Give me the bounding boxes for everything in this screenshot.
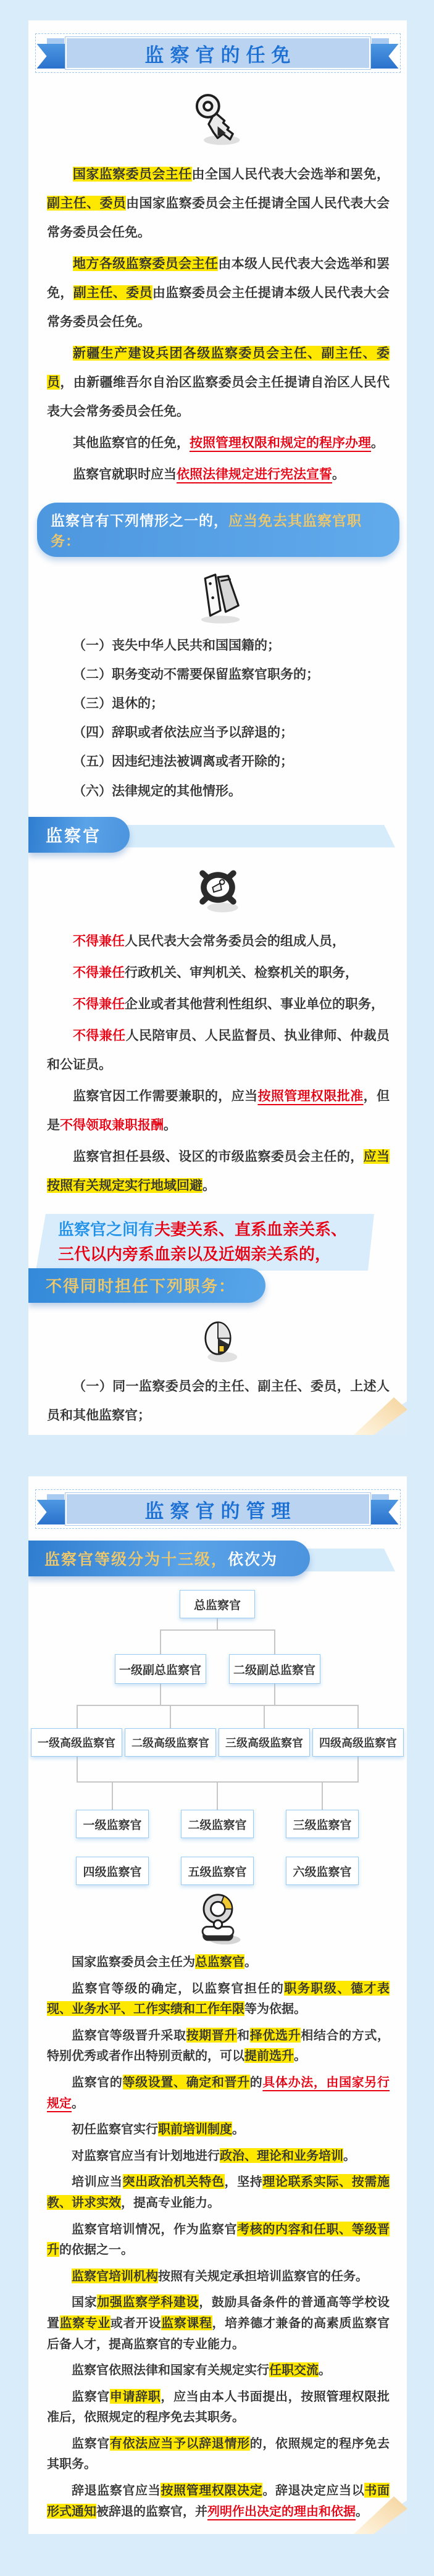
text-run: 监察官就职时应当	[73, 467, 177, 482]
text-run: 的	[249, 2074, 263, 2089]
connector-line	[217, 1783, 218, 1810]
tag-text: 监察官	[46, 827, 101, 847]
list-item: （一）丧失中华人民共和国国籍的；	[73, 638, 280, 653]
ribbon-tail-left	[37, 1500, 75, 1524]
card-appointment-removal	[28, 20, 407, 1435]
text-run: 监察官等级晋升采取	[72, 2027, 186, 2043]
text-run: 。辞退决定应当以	[262, 2483, 365, 2498]
text-run: 初任监察官实行	[72, 2122, 158, 2137]
paragraph	[47, 990, 390, 1019]
key-icon	[28, 83, 407, 153]
paragraph	[47, 1021, 390, 1079]
text-run: ，但是	[47, 1088, 390, 1132]
grade-box: 二级监察官	[181, 1810, 254, 1838]
text-run: 监察官等级分为十三级，	[44, 1550, 228, 1568]
text-run: 监察官培训情况，作为监察官	[72, 2221, 238, 2236]
text-run: 相结合的方式，特别优秀或者作出特别贡献的，可以	[47, 2027, 390, 2064]
paragraph	[47, 927, 390, 956]
text-run: 考核的内容和任职、等级晋升	[47, 2221, 390, 2257]
paragraph	[47, 958, 390, 987]
text-run: 。	[294, 2048, 306, 2064]
tag-label	[28, 817, 130, 853]
chart-row-3	[28, 1728, 406, 1757]
page-curl-corner	[348, 2495, 407, 2534]
section-header-ribbon	[37, 35, 399, 71]
text-run: 监察官担任县级、设区的市级监察委员会主任的，	[73, 1148, 364, 1164]
grade-box: 一级高级监察官	[31, 1728, 122, 1757]
text-run: 具体办法，由国家另行规定	[47, 2074, 390, 2110]
grade-box: 五级监察官	[181, 1857, 254, 1885]
text-run: 监察官有下列情形之一的，	[51, 513, 228, 530]
connector-line	[170, 1706, 171, 1728]
text-run: 不得兼任	[73, 964, 125, 980]
chart-row-5	[28, 1857, 406, 1885]
text-run: 对监察官应当有计划地进行	[72, 2147, 220, 2163]
relation-text	[58, 1218, 347, 1268]
grade-box: 四级监察官	[76, 1857, 149, 1885]
connector-line	[357, 1706, 359, 1728]
paragraph	[47, 429, 390, 458]
grade-hierarchy-chart	[28, 1590, 406, 1885]
chart-row-4	[28, 1810, 406, 1838]
relation-line-1	[58, 1218, 347, 1242]
list-item: （五）因违纪违法被调离或者开除的；	[73, 754, 293, 769]
connector-line	[77, 1757, 78, 1781]
text-run: 其他监察官的任免，	[73, 435, 190, 451]
text-run: 监察官因工作需要兼职的，应当	[73, 1088, 258, 1103]
text-run: 总监察官	[195, 1954, 244, 1969]
connector-line	[274, 1629, 275, 1654]
text-run: 监察官	[72, 2388, 110, 2404]
text-run: 行政机关、审判机关、检察机关的职务，	[125, 964, 358, 980]
text-run: 理论联系实际、按需施教、讲求实效	[47, 2174, 390, 2210]
text-run: 监察专业	[59, 2315, 111, 2330]
connector-line	[217, 1618, 218, 1629]
grade-box: 一级监察官	[76, 1810, 149, 1838]
ribbon-tail-right	[361, 1500, 399, 1524]
text-run: 监察官的	[72, 2074, 123, 2089]
text-run: 不得兼任	[73, 933, 125, 948]
text-run: 申请辞职	[109, 2388, 161, 2404]
text-run: 。	[343, 2147, 356, 2163]
connector-line	[160, 1629, 161, 1654]
paragraph	[47, 2266, 390, 2287]
text-run: 由本级人民代表大会选举和罢免，	[47, 256, 390, 301]
text-run: 国家监察委员会主任为	[72, 1954, 195, 1969]
ribbon-tail-left	[37, 44, 75, 69]
text-run: 由国家监察委员会主任提请全国人民代表大会常务委员会任免。	[47, 196, 390, 240]
text-run: 按期晋升	[186, 2027, 238, 2043]
text-run: ，由新疆维吾尔自治区监察委员会主任提请自治区人民代表大会常务委员会任免。	[47, 375, 390, 419]
text-run: 不得兼任	[73, 1027, 126, 1043]
text-run: 应当免去其监察官职务：	[51, 513, 362, 550]
text-run: 。	[244, 1954, 257, 1969]
text-run: 监察官等级的确定，以监察官担任的	[72, 1980, 285, 1996]
ring-pin-icon	[28, 1890, 407, 1947]
books-binders-icon	[28, 564, 407, 629]
connector-line	[77, 1705, 359, 1706]
ribbon-square-left	[47, 1494, 64, 1512]
section-header-ribbon	[37, 1491, 399, 1527]
text-run: ，鼓励具备条件的普通高等学校设置	[47, 2294, 390, 2330]
grade-box: 三级高级监察官	[219, 1728, 310, 1757]
connector-line	[322, 1783, 323, 1810]
text-run: 副主任、委员	[47, 196, 127, 211]
ribbon-square-right	[372, 38, 389, 56]
relation-line-2	[58, 1242, 347, 1267]
ship-wheel-icon	[28, 860, 407, 919]
text-run: 被辞退的监察官，并	[96, 2503, 207, 2519]
grade-box: 一级副总监察官	[115, 1654, 206, 1684]
duty-paragraphs	[28, 927, 407, 1200]
tag-banner-grades	[28, 1541, 407, 1578]
text-run: 。	[164, 1117, 177, 1132]
tag-banner-supervisor	[28, 817, 407, 854]
text-run: 加强监察学科建设	[97, 2294, 199, 2310]
text-run: 培训应当	[72, 2174, 123, 2189]
text-run: 有依法应当予以辞退情形	[109, 2435, 250, 2451]
text-run: 不得领取兼职报酬	[60, 1117, 164, 1132]
section-title: 监察官的任免	[65, 37, 370, 69]
paragraph	[47, 160, 390, 247]
text-run: 和	[237, 2027, 250, 2043]
text-run: ，坚持	[224, 2174, 263, 2189]
text-run: ，培养德才兼备的高素质监察官后备人才，提高监察官的专业能力。	[47, 2315, 390, 2351]
connector-line	[274, 1684, 275, 1705]
text-run: 的依据之一。	[59, 2242, 133, 2257]
ribbon-tail-right	[361, 44, 399, 69]
text-run: 监察官依照法律和国家有关规定实行	[72, 2362, 269, 2378]
text-run: 国家监察委员会主任	[73, 167, 192, 182]
text-run: 不得同时担任下列职务：	[46, 1278, 236, 1297]
text-run: 人民代表大会常务委员会的组成人员，	[125, 933, 345, 948]
text-run: 列明作出决定的理由和依据	[207, 2503, 356, 2519]
text-run: 新疆生产建设兵团各级监察委员会主任、副主任、委员	[47, 346, 390, 390]
grade-box: 三级监察官	[286, 1810, 359, 1838]
text-run: 按照有关规定承担培训监察官的任务。	[158, 2268, 368, 2283]
connector-line	[77, 1706, 78, 1728]
appointment-paragraphs	[28, 160, 407, 489]
text-run: 不得兼任	[73, 996, 125, 1011]
text-run: 书面形式通知	[47, 2483, 390, 2519]
paragraph	[47, 2072, 390, 2114]
text-run: 择优选升	[249, 2027, 301, 2043]
chart-row-2	[28, 1654, 406, 1684]
text-run: 。	[319, 2362, 331, 2378]
text-run: 依照法律规定进行宪法宣誓	[177, 467, 332, 482]
text-run: 按照管理权限批准	[257, 1088, 364, 1103]
ribbon-square-right	[372, 1494, 389, 1512]
paragraph	[47, 2360, 390, 2381]
paragraph	[47, 2386, 390, 2428]
paragraph	[47, 2219, 390, 2260]
text-run: 。	[332, 467, 345, 482]
grade-box: 六级监察官	[286, 1857, 359, 1885]
card-management	[28, 1476, 407, 2534]
connector-line	[357, 1757, 359, 1781]
connector-line	[264, 1706, 265, 1728]
text-run: 的，依照规定的程序免去其职务。	[47, 2435, 390, 2472]
text-run: 监察官培训机构	[72, 2268, 158, 2283]
page-curl-corner	[348, 1396, 407, 1435]
chart-row-1	[28, 1590, 406, 1618]
paragraph	[47, 2025, 390, 2067]
paragraph	[47, 339, 390, 426]
paragraph	[47, 1142, 390, 1200]
text-run: 职前培训制度	[158, 2122, 232, 2137]
text-run: 提前选升	[244, 2048, 294, 2064]
text-run: 职务职级、德才表现、业务水平、工作实绩和工作年限	[47, 1980, 390, 2017]
text-run: 。	[72, 2095, 84, 2110]
text-run: ，提高专业能力。	[121, 2194, 220, 2210]
text-run: 突出政治机关特色	[122, 2174, 225, 2189]
text-run: 副主任、委员	[73, 285, 152, 301]
removal-conditions-list	[28, 631, 407, 805]
text-run: 地方各级监察委员会主任	[73, 256, 219, 272]
paragraph	[47, 1978, 390, 2020]
text-run: ，应当由本人书面提出，按照管理权限批准后，依照规定的程序免去其职务。	[47, 2388, 390, 2425]
connector-line	[160, 1684, 161, 1705]
paragraph	[47, 1952, 390, 1973]
list-item: （四）辞职或者依法应当予以辞退的；	[73, 725, 293, 740]
list-item: （一）同一监察委员会的主任、副主任、委员，上述人员和其他监察官；	[47, 1378, 390, 1423]
grade-box: 二级高级监察官	[125, 1728, 216, 1757]
paragraph	[47, 2480, 390, 2522]
text-run: 监察课程	[161, 2315, 212, 2330]
text-run: 按照管理权限决定	[161, 2483, 263, 2498]
grade-box: 四级高级监察官	[312, 1728, 404, 1757]
text-run: 。	[232, 2122, 244, 2137]
connector-line	[112, 1783, 113, 1810]
text-run: 夫妻关系、直系血亲关系、	[154, 1220, 348, 1239]
text-run: 监察官	[72, 2435, 110, 2451]
text-run: 政治、理论和业务培训	[220, 2147, 343, 2163]
text-run: 。	[356, 2503, 368, 2519]
text-run: 企业或者其他营利性组织、事业单位的职务，	[125, 996, 384, 1011]
text-run: 等级设置、确定和晋升	[122, 2074, 250, 2089]
text-run: 由全国人民代表大会选举和罢免，	[191, 167, 390, 182]
list-item: （二）职务变动不需要保留监察官职务的；	[73, 667, 319, 682]
management-paragraphs	[28, 1952, 407, 2522]
grade-box: 总监察官	[180, 1590, 255, 1618]
text-run: 三代以内旁系血亲以及近姻亲关系的，	[58, 1245, 332, 1265]
paragraph	[47, 1082, 390, 1140]
list-item: （六）法律规定的其他情形。	[73, 783, 241, 798]
paragraph	[47, 2146, 390, 2167]
text-run: 等为依据。	[244, 2001, 306, 2017]
connector-line	[160, 1629, 275, 1631]
text-run: 。	[202, 1177, 215, 1193]
text-run: 或者开设	[110, 2315, 162, 2330]
text-run: 。	[371, 435, 384, 451]
text-run: 由监察委员会主任提请本级人民代表大会常务委员会任免。	[47, 285, 390, 330]
paragraph	[47, 460, 390, 489]
section-title: 监察官的管理	[65, 1493, 370, 1525]
coin-icon	[28, 1313, 407, 1370]
text-run: 人民陪审员、人民监督员、执业律师、仲裁员和公证员。	[47, 1027, 390, 1072]
relation-banner	[28, 1214, 407, 1308]
paragraph	[47, 249, 390, 337]
paragraph	[47, 2292, 390, 2354]
grade-box: 二级副总监察官	[229, 1654, 320, 1684]
text-run: 应当按照有关规定实行地域回避	[47, 1148, 390, 1193]
text-run: 任职交流	[269, 2362, 319, 2378]
text-run: 辞退监察官应当	[72, 2483, 161, 2498]
paragraph	[47, 2119, 390, 2140]
list-item	[47, 1430, 390, 1435]
text-run: 监察官之间有	[58, 1220, 155, 1239]
list-item: （三）退休的；	[73, 696, 164, 711]
text-run: 按照管理权限和规定的程序办理	[190, 435, 371, 451]
paragraph	[47, 2172, 390, 2213]
paragraph	[47, 2433, 390, 2475]
grades-banner-label	[28, 1541, 310, 1576]
text-run: 国家	[72, 2294, 98, 2310]
ribbon-square-left	[47, 38, 64, 56]
text-run: 依次为	[228, 1550, 278, 1568]
relation-pill	[28, 1268, 265, 1303]
banner-removal-conditions	[37, 503, 399, 557]
